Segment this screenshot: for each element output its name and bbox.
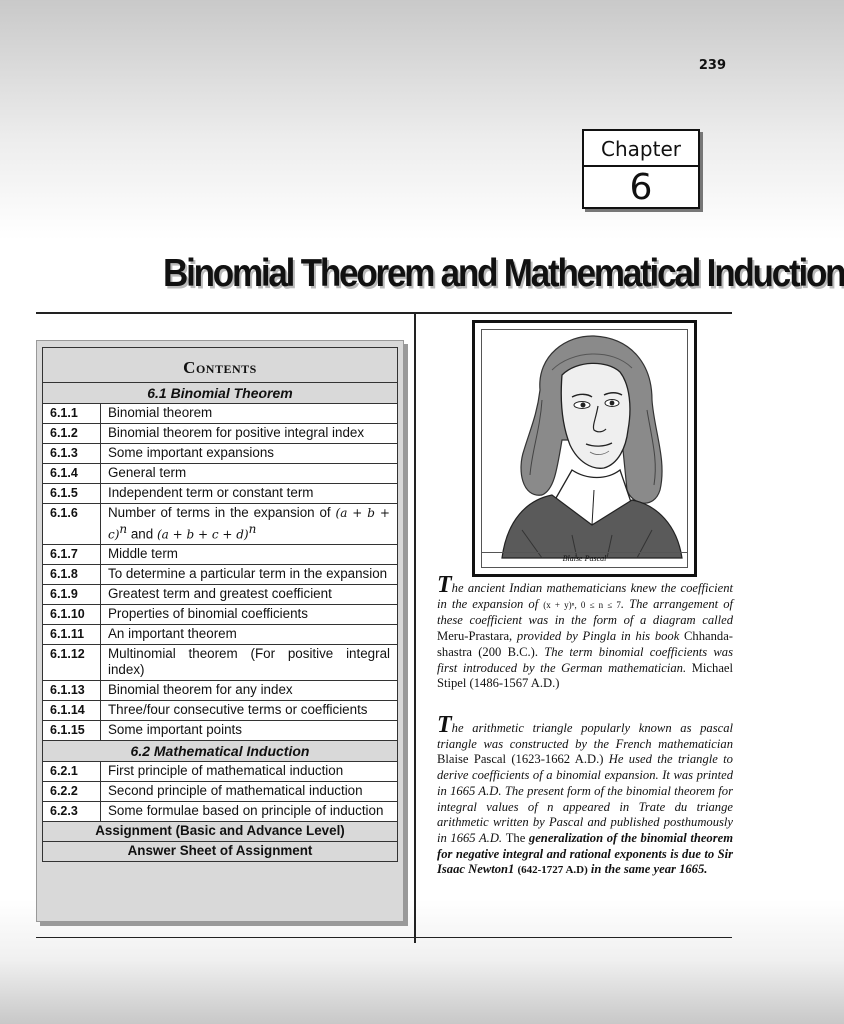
para-text-bold: (642-1727 A.D)	[517, 864, 588, 877]
column-divider	[414, 313, 416, 943]
item-code: 6.1.12	[43, 645, 101, 681]
item-code: 6.1.6	[43, 504, 101, 545]
item-text: General term	[101, 464, 398, 484]
item-code: 6.1.10	[43, 605, 101, 625]
answer-sheet-row: Answer Sheet of Assignment	[43, 842, 398, 862]
para-text: he arithmetic triangle popularly known as pascal triangle was constructed by the French mathematician	[437, 721, 733, 751]
item-text: Greatest term and greatest coefficient	[101, 585, 398, 605]
item-text: Binomial theorem for positive integral index	[101, 424, 398, 444]
section-heading-induction: 6.2 Mathematical Induction	[43, 741, 398, 762]
table-row	[43, 605, 398, 625]
item-text: Middle term	[101, 545, 398, 565]
table-row	[43, 645, 398, 681]
para-text-upright: Blaise Pascal	[437, 752, 506, 767]
assignment-row: Assignment (Basic and Advance Level)	[43, 822, 398, 842]
item-text: Independent term or constant term	[101, 484, 398, 504]
para-text-bold: in the same year 1665.	[590, 862, 708, 877]
para-text-upright: (1623-1662 A.D.)	[511, 752, 604, 767]
page-title: Binomial Theorem and Mathematical Induction	[163, 252, 844, 295]
para-text: . The arrangement of these coefficient was in the form of a diagram called	[437, 596, 733, 628]
item-text: An important theorem	[101, 625, 398, 645]
item-code: 6.1.1	[43, 404, 101, 424]
item-text: Multinomial theorem (For positive integral index)	[101, 645, 398, 681]
top-divider	[36, 312, 732, 314]
item-code: 6.1.7	[43, 545, 101, 565]
table-row	[43, 444, 398, 464]
item-code: 6.1.2	[43, 424, 101, 444]
item-text: Properties of binomial coefficients	[101, 605, 398, 625]
item-code: 6.1.5	[43, 484, 101, 504]
para-text-upright: The	[505, 830, 526, 845]
contents-table	[42, 347, 398, 862]
item-code: 6.2.1	[43, 762, 101, 782]
history-paragraph-1	[437, 572, 734, 692]
item-code: 6.1.3	[43, 444, 101, 464]
contents-heading: Contents	[43, 348, 398, 383]
table-row	[43, 701, 398, 721]
item-text: Three/four consecutive terms or coefficients	[101, 701, 398, 721]
table-row	[43, 585, 398, 605]
para-text-upright: (1486-1567 A.D.)	[469, 676, 560, 691]
drop-cap: T	[437, 572, 452, 598]
math-expression: (x + y)ⁿ, 0 ≤ n ≤ 7	[543, 599, 621, 610]
table-row	[43, 625, 398, 645]
chapter-box	[582, 129, 700, 209]
portrait-illustration	[482, 330, 693, 558]
math-expression: (a + b + c)	[108, 506, 390, 542]
math-exponent: n	[119, 522, 128, 536]
table-row	[43, 565, 398, 585]
table-row	[43, 464, 398, 484]
para-text: The term binomial coefficients was first introduced by the German mathematician.	[437, 644, 734, 675]
item-text: First principle of mathematical induction	[101, 762, 398, 782]
para-text-upright: Meru-Prastara,	[437, 629, 513, 644]
drop-cap: T	[437, 712, 452, 738]
chapter-number: 6	[629, 167, 653, 208]
item-code: 6.1.4	[43, 464, 101, 484]
table-row	[43, 782, 398, 802]
page-number: 239	[698, 58, 726, 73]
math-exponent: n	[248, 522, 257, 536]
section-heading-binomial: 6.1 Binomial Theorem	[43, 383, 398, 404]
portrait-image	[481, 329, 688, 568]
para-text-upright: Michael Stipel	[437, 660, 733, 691]
item-text: Binomial theorem for any index	[101, 681, 398, 701]
item-code: 6.2.3	[43, 802, 101, 822]
table-row	[43, 802, 398, 822]
item-code: 6.1.8	[43, 565, 101, 585]
table-row	[43, 424, 398, 444]
table-row	[43, 504, 398, 545]
table-row	[43, 681, 398, 701]
para-text: he ancient Indian mathematicians knew the coefficient in the expansion of	[437, 581, 733, 611]
table-row	[43, 545, 398, 565]
item-text: Some important expansions	[101, 444, 398, 464]
item-code: 6.1.14	[43, 701, 101, 721]
item-code: 6.1.13	[43, 681, 101, 701]
table-row	[43, 484, 398, 504]
portrait-frame	[472, 320, 697, 577]
bottom-divider	[36, 937, 732, 938]
item-code: 6.1.15	[43, 721, 101, 741]
table-row	[43, 762, 398, 782]
item-text: Second principle of mathematical induction	[101, 782, 398, 802]
item-text-part: and	[127, 526, 157, 542]
para-text: He used the triangle to derive coefficients of a binomial expansion. It was printed in 1665 A.D. The present form of the binomial theorem for integral values of n appeared in Trate du triange arithmetic written by Pascal and published posthumously in 1665 A.D.	[437, 752, 733, 845]
item-code: 6.1.9	[43, 585, 101, 605]
item-text: Binomial theorem	[101, 404, 398, 424]
history-paragraph-2	[437, 712, 734, 879]
item-code: 6.2.2	[43, 782, 101, 802]
para-text-bold: generalization of the binomial theorem for negative integral and rational exponents is due to Sir Isaac Newton1	[437, 830, 734, 877]
item-text: Some formulae based on principle of induction	[101, 802, 398, 822]
item-code: 6.1.11	[43, 625, 101, 645]
table-row	[43, 721, 398, 741]
item-text	[101, 504, 398, 545]
para-text: provided by Pingla in his book	[516, 629, 680, 644]
math-expression: (a + b + c + d)	[156, 527, 249, 542]
portrait-caption: Blaise Pascal	[482, 552, 687, 565]
item-text-part: Number of terms in the expansion of	[108, 505, 336, 520]
para-text-upright: Chhanda-shastra (200 B.C.).	[437, 629, 733, 659]
item-text: Some important points	[101, 721, 398, 741]
chapter-label: Chapter	[584, 131, 698, 167]
table-row	[43, 404, 398, 424]
item-text: To determine a particular term in the expansion	[101, 565, 398, 585]
